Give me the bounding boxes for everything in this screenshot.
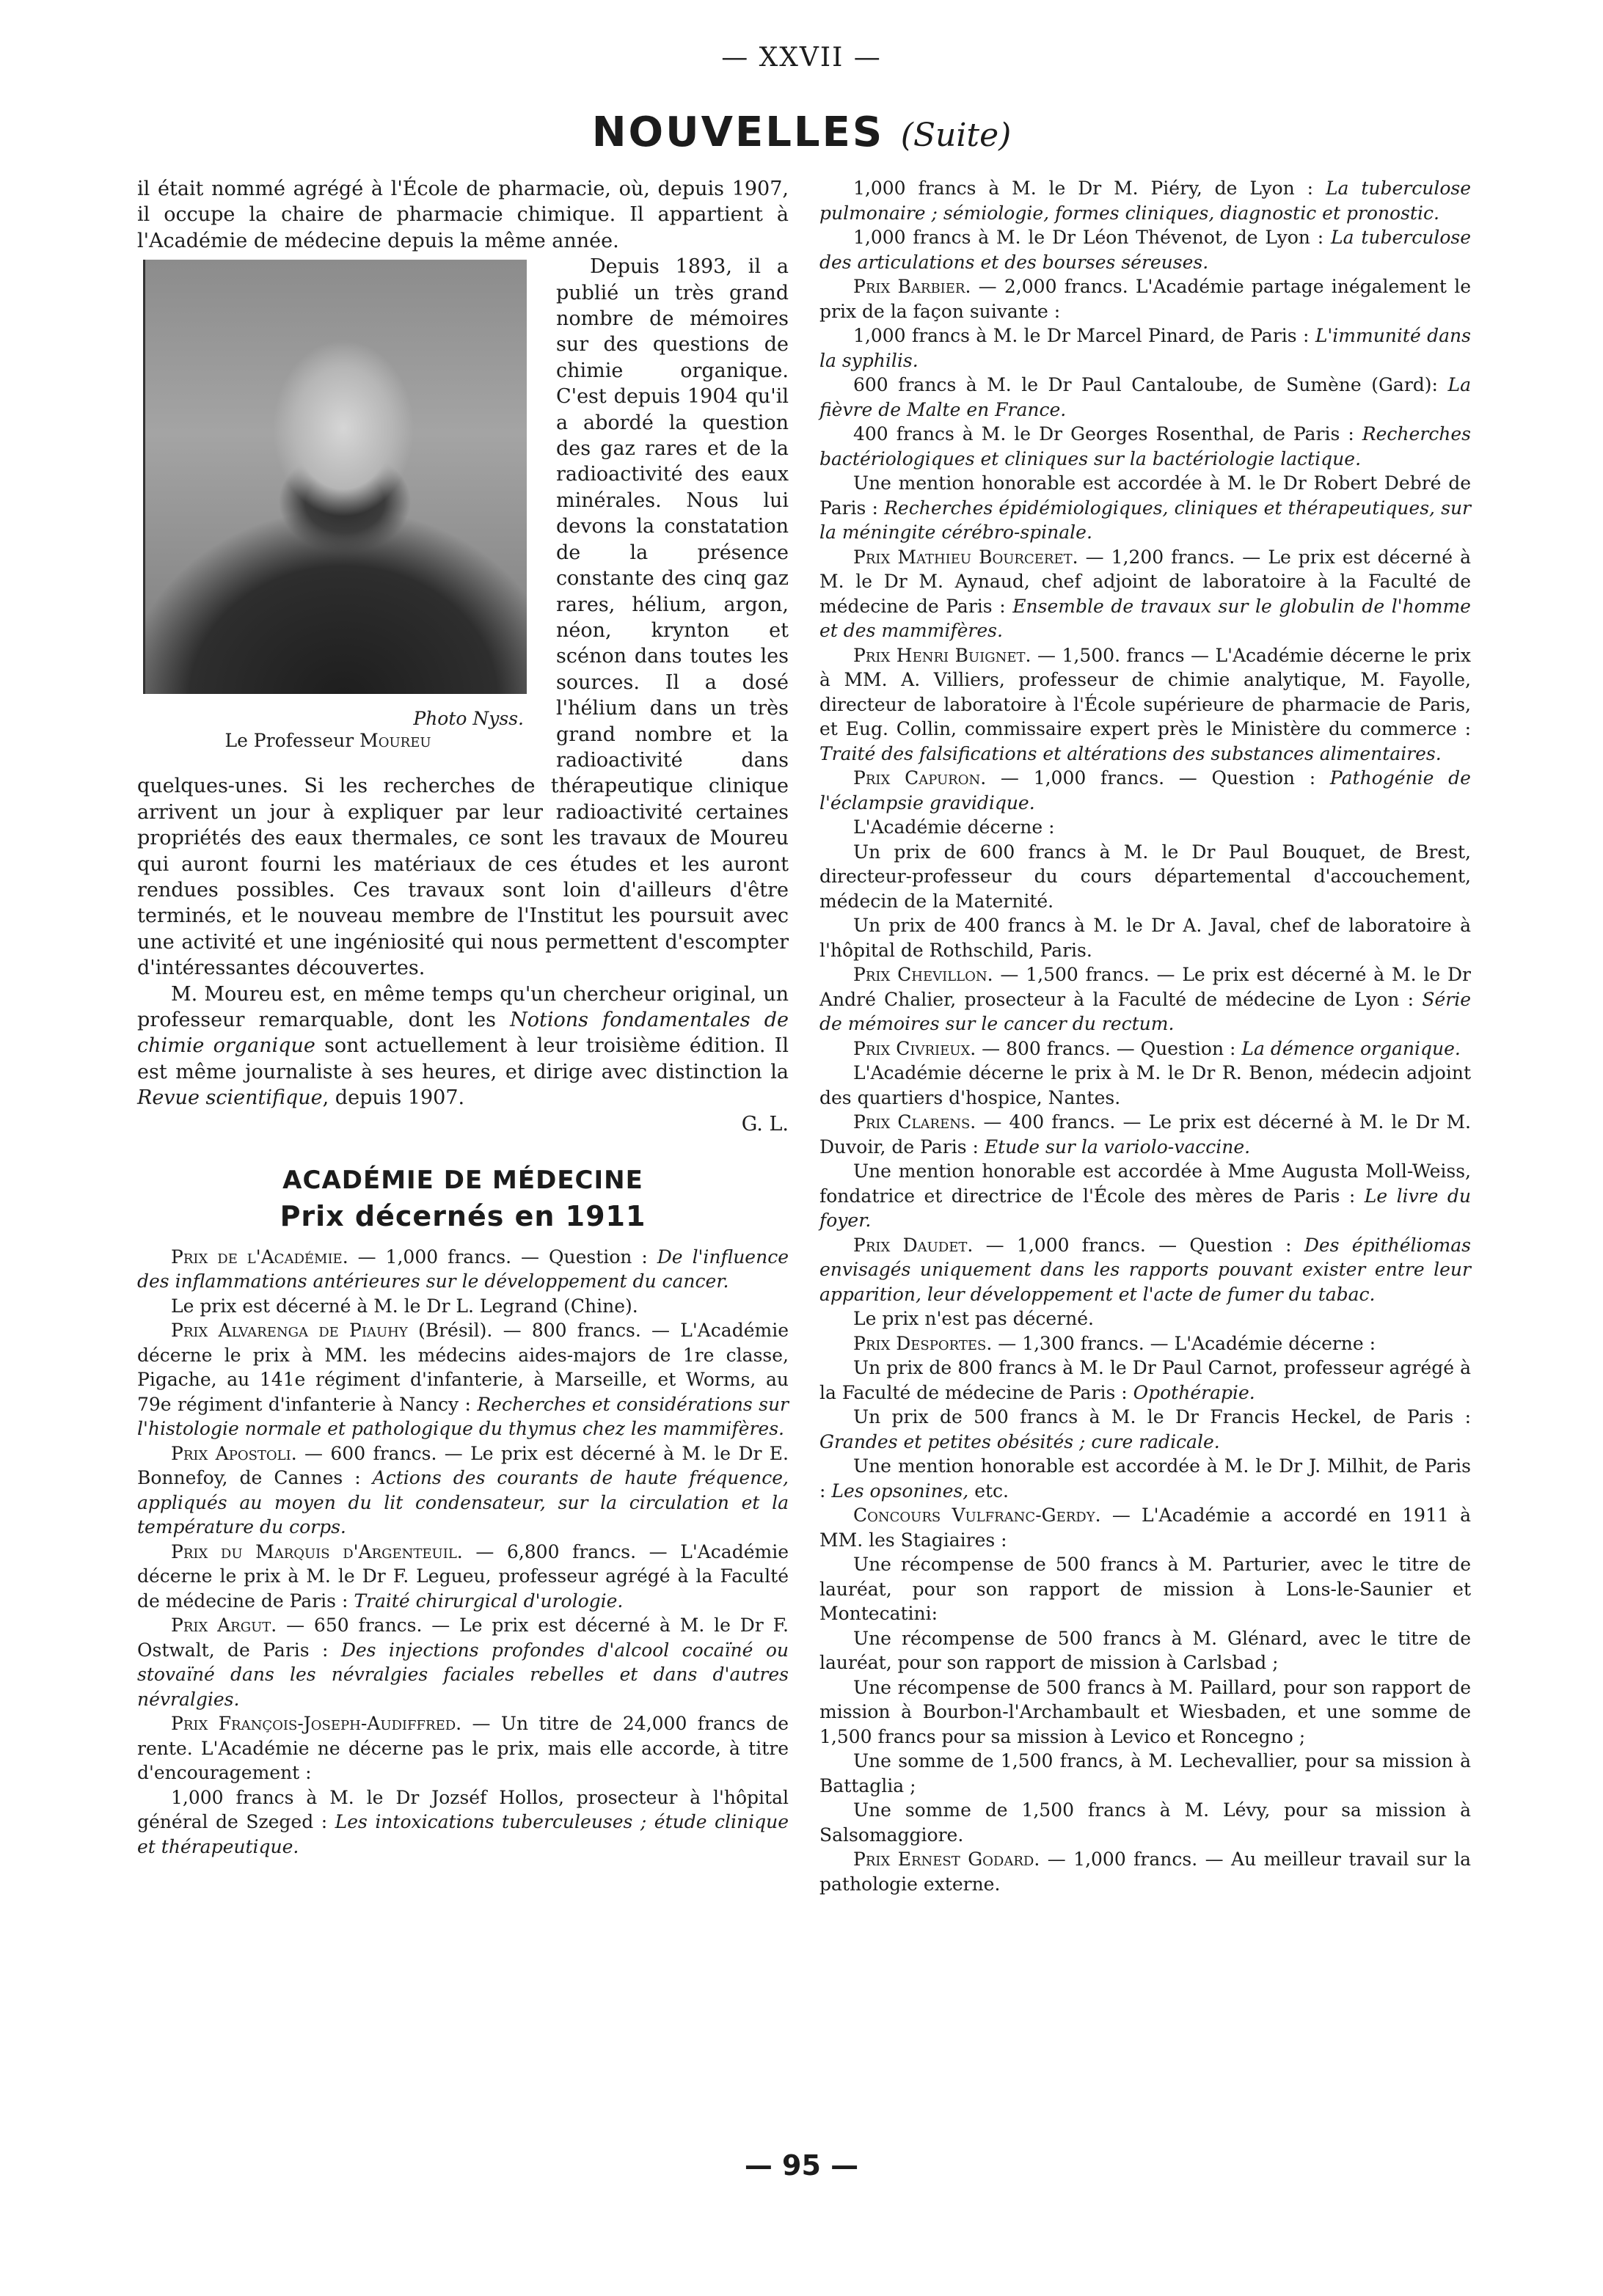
photo-caption-name: Moureu bbox=[359, 730, 431, 752]
prize-item bbox=[819, 1110, 1471, 1159]
prize-name: Prix Apostoli. bbox=[171, 1442, 297, 1464]
portrait-figure bbox=[137, 254, 537, 752]
prize-name: Prix Barbier. bbox=[853, 276, 971, 297]
prize-item: L'Académie décerne le prix à M. le Dr R. Benon, médecin adjoint des quartiers d'hospice, Nantes. bbox=[819, 1062, 1471, 1108]
prize-item bbox=[819, 1847, 1471, 1896]
prize-text: 1,000 francs à M. le Dr Marcel Pinard, de Paris : bbox=[853, 325, 1315, 346]
prize-item bbox=[819, 962, 1471, 1037]
photo-caption bbox=[137, 728, 519, 753]
left-column bbox=[137, 176, 789, 1859]
prize-subject: Recherches épidémiologiques, cliniques et thérapeutiques, sur la méningite cérébro-spinale. bbox=[819, 497, 1472, 543]
prize-item bbox=[137, 1245, 789, 1294]
prize-text: — 2,000 francs. L'Académie partage inégalement le prix de la façon suivante : bbox=[819, 276, 1471, 322]
prize-name: Concours Vulfranc-Gerdy. bbox=[853, 1505, 1101, 1526]
prize-subject: Grandes et petites obésités ; cure radicale. bbox=[819, 1430, 1220, 1452]
prize-subject: Le livre du foyer. bbox=[819, 1185, 1471, 1231]
prize-item bbox=[137, 1318, 789, 1441]
prize-name: Prix Chevillon. bbox=[853, 964, 993, 985]
prize-name: Prix Clarens. bbox=[853, 1111, 976, 1133]
section-title bbox=[0, 109, 1603, 156]
prize-item: Une somme de 1,500 francs, à M. Lechevallier, pour sa mission à Battaglia ; bbox=[819, 1750, 1471, 1796]
prize-subject: Des injections profondes d'alcool cocaïné ou stovaïné dans les névralgies faciales rebelles et dans d'autres névralgies. bbox=[137, 1639, 789, 1710]
prize-item bbox=[137, 1540, 789, 1614]
prize-item: Une récompense de 500 francs à M. Glénard, avec le titre de lauréat, pour son rapport de mission à Carlsbad ; bbox=[819, 1627, 1471, 1673]
photo-credit: Photo Nyss. bbox=[413, 708, 524, 730]
prize-text: — 1,500 francs. — Le prix est décerné à M. le Dr André Chalier, prosecteur à la Faculté de médecine de Lyon : bbox=[819, 964, 1471, 1010]
prize-subject: Des épithéliomas envisagés uniquement dans les rapports pouvant exister entre leur apparition, leur développement et l'acte de fumer du tabac. bbox=[819, 1234, 1471, 1305]
prize-item bbox=[819, 1454, 1471, 1503]
prize-item bbox=[819, 1331, 1471, 1356]
prize-item bbox=[819, 1233, 1471, 1307]
prize-text: Une mention honorable est accordée à M. le Dr J. Milhit, de Paris : bbox=[819, 1455, 1471, 1502]
prize-text: 1,000 francs à M. le Dr Jozséf Hollos, prosecteur à l'hôpital général de Szeged : bbox=[137, 1786, 789, 1833]
prize-item bbox=[819, 766, 1471, 815]
prize-name: Prix Argut. bbox=[171, 1615, 277, 1637]
prize-subject: La tuberculose des articulations et des bourses séreuses. bbox=[819, 227, 1472, 273]
prize-subject: La fièvre de Malte en France. bbox=[819, 374, 1471, 420]
prize-subject: La tuberculose pulmonaire ; sémiologie, formes cliniques, diagnostic et pronostic. bbox=[819, 178, 1472, 224]
prize-item: Un prix de 600 francs à M. le Dr Paul Bouquet, de Brest, directeur-professeur du cours départemental d'accouchement, médecin de la Maternité. bbox=[819, 841, 1471, 912]
prize-text-after: etc. bbox=[968, 1480, 1009, 1502]
prize-text: — L'Académie a accordé en 1911 à MM. les Stagiaires : bbox=[819, 1505, 1471, 1551]
prize-item bbox=[819, 1405, 1471, 1454]
prize-name: Prix Alvarenga de Piauhy bbox=[171, 1320, 408, 1342]
prize-subject: Traité des falsifications et altérations des substances alimentaires. bbox=[819, 742, 1442, 764]
prize-text: Une mention honorable est accordée à Mme Augusta Moll-Weiss, fondatrice et directrice de l'École des mères de Paris : bbox=[819, 1160, 1471, 1207]
prize-item bbox=[819, 1037, 1471, 1061]
prize-subject: Opothérapie. bbox=[1133, 1381, 1255, 1403]
prize-text: — Un titre de 24,000 francs de rente. L'Académie ne décerne pas le prix, mais elle accorde, à titre d'encouragement : bbox=[137, 1713, 789, 1784]
prize-text: (Brésil). — 800 francs. — L'Académie décerne le prix à MM. les médecins aides-majors de 1re classe, Pigache, au 141e régiment d'infanterie, à Marseille, et Worms, au 79e régiment d'infanterie à Nancy : bbox=[137, 1320, 789, 1415]
prize-text: Une mention honorable est accordée à M. le Dr Robert Debré de Paris : bbox=[819, 472, 1471, 519]
portrait-photo bbox=[143, 260, 527, 694]
prize-subject: Ensemble de travaux sur le globulin de l'homme et des mammifères. bbox=[819, 595, 1471, 641]
prize-subject: La démence organique. bbox=[1241, 1037, 1461, 1059]
prize-subject: Les intoxications tuberculeuses ; étude clinique et thérapeutique. bbox=[137, 1811, 789, 1857]
prize-item bbox=[137, 1441, 789, 1540]
prize-subject: Série de mémoires sur le cancer du rectum. bbox=[819, 988, 1471, 1034]
prize-subject: Etude sur la variolo-vaccine. bbox=[984, 1136, 1251, 1158]
prize-text: — 1,000 francs. — Au meilleur travail sur la pathologie externe. bbox=[819, 1849, 1471, 1895]
prize-name: Prix Civrieux. bbox=[853, 1037, 976, 1059]
prize-text: 400 francs à M. le Dr Georges Rosenthal, de Paris : bbox=[853, 423, 1362, 445]
prize-text: — 1,300 francs. — L'Académie décerne : bbox=[992, 1332, 1376, 1354]
prize-item bbox=[819, 176, 1471, 225]
photo-caption-prefix: Le Professeur bbox=[224, 730, 360, 752]
prize-subject: De l'influence des inflammations antérieures sur le développement du cancer. bbox=[137, 1246, 789, 1293]
p3-middle: sont actuellement à leur troisième édition. Il est même journaliste à ses heures, et dirige avec distinction la bbox=[137, 1034, 789, 1083]
prize-subject: Recherches et considérations sur l'histologie normale et pathologique du thymus chez les mammifères. bbox=[137, 1393, 789, 1440]
prize-text: — 800 francs. — Question : bbox=[976, 1037, 1242, 1059]
moureu-paragraph-1: il était nommé agrégé à l'École de pharmacie, où, depuis 1907, il occupe la chaire de pharmacie chimique. Il appartient à l'Académie de médecine depuis la même année. bbox=[137, 178, 789, 252]
prize-text: — 1,200 francs. — Le prix est décerné à M. le Dr M. Aynaud, chef adjoint de laboratoire à la Faculté de médecine de Paris : bbox=[819, 546, 1471, 617]
moureu-paragraph-2: Depuis 1893, il a publié un très grand nombre de mémoires sur des questions de chimie organique. C'est depuis 1904 qu'il a abordé la question des gaz rares et de la radioactivité des eaux minérales. Nous lui devons la constatation de la présence constante des cinq gaz rares, hélium, argon, néon, krynton et scénon dans toutes les sources. Il a dosé l'hélium dans un très grand nombre et la radioactivité dans quelques-unes. Si les recherches de thérapeutique clinique arrivent un jour à expliquer par leur radioactivité certaines propriétés des eaux thermales, ce sont les travaux de Moureu qui auront fourni les matériaux de ces études et les auront rendues possibles. Ces travaux sont loin d'ailleurs d'être terminés, et le nouveau membre de l'Institut les poursuit avec une activité et une ingéniosité qui nous permettent d'escompter d'intéressantes découvertes. bbox=[137, 255, 789, 980]
prize-subject: Actions des courants de haute fréquence, appliqués au moyen du lit condensateur, sur la circulation et la température du corps. bbox=[137, 1467, 789, 1538]
prize-item: Le prix n'est pas décerné. bbox=[853, 1308, 1095, 1329]
prize-name: Prix Ernest Godard. bbox=[853, 1849, 1040, 1870]
p3-journal: Revue scientifique bbox=[137, 1086, 323, 1110]
prize-item bbox=[819, 274, 1471, 323]
academie-subtitle: Prix décernés en 1911 bbox=[280, 1200, 646, 1233]
prize-item bbox=[137, 1711, 789, 1785]
prize-name: Prix de l'Académie. bbox=[171, 1246, 348, 1268]
prize-subject: Traité chirurgical d'urologie. bbox=[354, 1590, 624, 1612]
prize-item: Une somme de 1,500 francs à M. Lévy, pour sa mission à Salsomaggiore. bbox=[819, 1799, 1471, 1846]
prize-item: Une récompense de 500 francs à M. Parturier, avec le titre de lauréat, pour son rapport de mission à Lons-le-Saunier et Montecatini: bbox=[819, 1554, 1471, 1624]
prize-item bbox=[819, 1503, 1471, 1552]
prize-name: Prix Capuron. bbox=[853, 767, 987, 789]
section-title-text: NOUVELLES bbox=[591, 109, 885, 156]
prize-item bbox=[819, 323, 1471, 373]
prize-item bbox=[819, 643, 1471, 767]
moureu-paragraph-3 bbox=[137, 981, 789, 1111]
prize-item bbox=[819, 422, 1471, 471]
prize-text: Un prix de 500 francs à M. le Dr Francis Heckel, de Paris : bbox=[853, 1406, 1471, 1427]
prize-subject: Pathogénie de l'éclampsie gravidique. bbox=[819, 767, 1471, 814]
prize-text: — 1,500. francs — L'Académie décerne le prix à MM. A. Villiers, professeur de chimie analytique, M. Fayolle, directeur de laboratoire à l'École supérieure de pharmacie de Paris, et Eug. Collin, commissaire expert près le Ministère du commerce : bbox=[819, 644, 1471, 739]
p3-book-title: Notions fondamentales de chimie organique bbox=[137, 1009, 789, 1058]
prize-text: — 1,000 francs. — Question : bbox=[986, 767, 1330, 789]
prize-item: Le prix est décerné à M. le Dr L. Legrand (Chine). bbox=[171, 1295, 638, 1317]
prize-item: Un prix de 400 francs à M. le Dr A. Javal, chef de laboratoire à l'hôpital de Rothschild, Paris. bbox=[819, 915, 1471, 961]
prize-name: Prix du Marquis d'Argenteuil. bbox=[171, 1540, 463, 1562]
right-column bbox=[819, 176, 1471, 1896]
academie-title: ACADÉMIE DE MÉDECINE bbox=[282, 1166, 643, 1196]
section-suite: (Suite) bbox=[900, 117, 1012, 154]
prize-text: 1,000 francs à M. le Dr Léon Thévenot, de Lyon : bbox=[853, 227, 1331, 248]
prize-subject: Les opsonines, bbox=[831, 1480, 969, 1502]
prize-text: Un prix de 800 francs à M. le Dr Paul Carnot, professeur agrégé à la Faculté de médecine de Paris : bbox=[819, 1357, 1471, 1403]
prize-item bbox=[819, 1356, 1471, 1405]
prize-text: 600 francs à M. le Dr Paul Cantaloube, de Sumène (Gard): bbox=[853, 374, 1448, 395]
prize-subject: L'immunité dans la syphilis. bbox=[819, 325, 1471, 371]
prize-list-left bbox=[137, 1245, 789, 1860]
prize-name: Prix François-Joseph-Audiffred. bbox=[171, 1713, 462, 1735]
prize-item: Une récompense de 500 francs à M. Paillard, pour son rapport de mission à Bourbon-l'Archambault et Wiesbaden, et une somme de 1,500 francs pour sa mission à Levico et Roncegno ; bbox=[819, 1676, 1471, 1747]
page-number: — 95 — bbox=[744, 2149, 859, 2182]
prize-text: — 400 francs. — Le prix est décerné à M. le Dr M. Duvoir, de Paris : bbox=[819, 1111, 1471, 1158]
prize-name: Prix Daudet. bbox=[853, 1234, 974, 1256]
prize-item bbox=[137, 1613, 789, 1711]
prize-item bbox=[819, 1159, 1471, 1233]
prize-item: L'Académie décerne : bbox=[853, 816, 1055, 838]
prize-item bbox=[819, 373, 1471, 422]
prize-name: Prix Henri Buignet. bbox=[853, 644, 1031, 666]
prize-subject: Recherches bactériologiques et cliniques sur la bactériologie lactique. bbox=[819, 423, 1471, 469]
prize-text: — 6,800 francs. — L'Académie décerne le prix à M. le Dr F. Legueu, professeur agrégé à la Faculté de médecine de Paris : bbox=[137, 1540, 789, 1612]
prize-text: — 600 francs. — Le prix est décerné à M. le Dr E. Bonnefoy, de Cannes : bbox=[137, 1442, 789, 1489]
prize-item bbox=[819, 225, 1471, 274]
prize-text: — 650 francs. — Le prix est décerné à M. le Dr F. Ostwalt, de Paris : bbox=[137, 1615, 789, 1661]
page-roman-numeral: — XXVII — bbox=[721, 43, 882, 73]
prize-text: — 1,000 francs. — Question : bbox=[973, 1234, 1304, 1256]
p3-before: M. Moureu est, en même temps qu'un chercheur original, un professeur remarquable, dont les bbox=[137, 982, 789, 1031]
article-signature: G. L. bbox=[741, 1112, 789, 1136]
p3-after: , depuis 1907. bbox=[322, 1086, 465, 1110]
prize-item bbox=[819, 545, 1471, 643]
prize-name: Prix Desportes. bbox=[853, 1332, 993, 1354]
prize-text: — 1,000 francs. — Question : bbox=[348, 1246, 657, 1268]
prize-item bbox=[137, 1785, 789, 1860]
prize-name: Prix Mathieu Bourceret. bbox=[853, 546, 1078, 568]
prize-item bbox=[819, 471, 1471, 545]
prize-text: 1,000 francs à M. le Dr M. Piéry, de Lyon : bbox=[853, 178, 1326, 199]
